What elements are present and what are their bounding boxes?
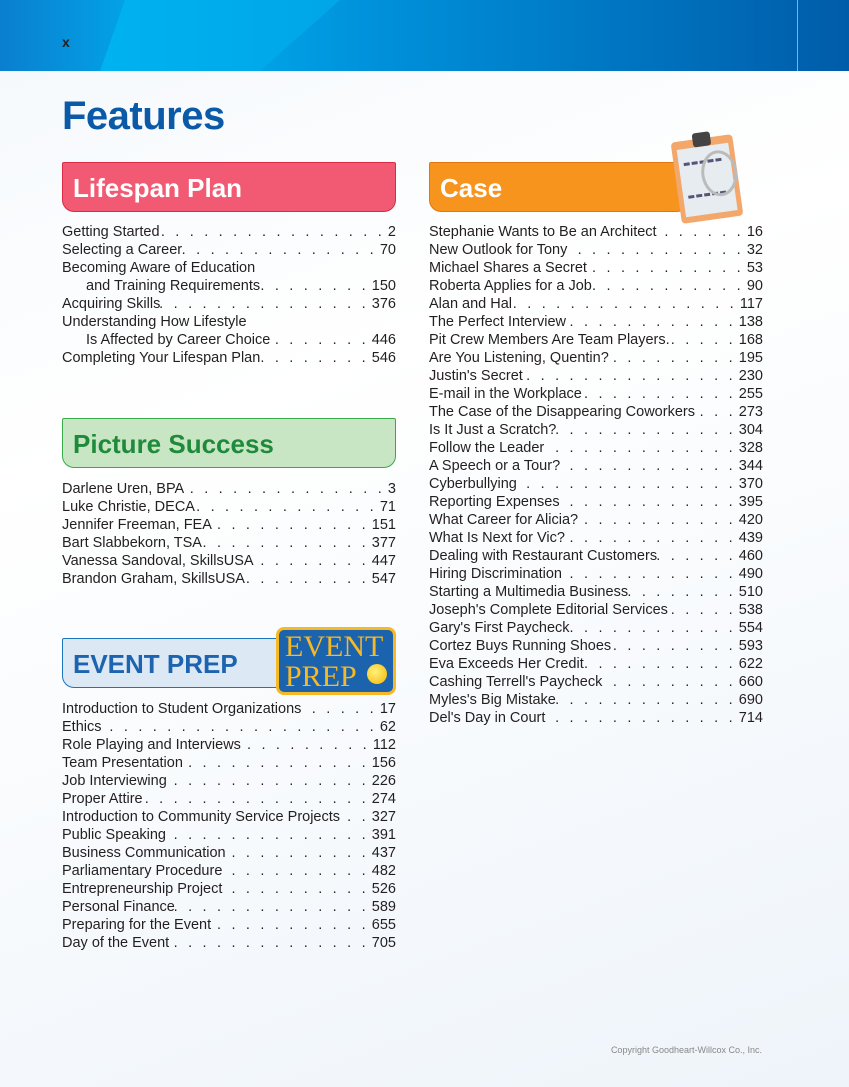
entry-title: Bart Slabbekorn, TSA xyxy=(62,535,202,551)
entry-page: 304 xyxy=(738,422,763,438)
entry-page: 32 xyxy=(746,242,763,258)
toc-entry[interactable] xyxy=(62,826,396,844)
entry-page: 395 xyxy=(738,494,763,510)
entry-page: 446 xyxy=(371,332,396,348)
entry-page: 490 xyxy=(738,566,763,582)
page-number: x xyxy=(62,34,70,50)
event-heading-text: EVENT PREP xyxy=(73,649,238,679)
entry-title: Starting a Multimedia Business xyxy=(429,584,629,600)
entry-title: Acquiring Skills xyxy=(62,296,161,312)
entry-page: 328 xyxy=(738,440,763,456)
toc-entry[interactable] xyxy=(62,349,396,367)
toc-entry[interactable] xyxy=(429,403,763,421)
event-prep-heading xyxy=(62,638,292,688)
entry-page: 510 xyxy=(738,584,763,600)
toc-entry[interactable] xyxy=(62,754,396,772)
entry-title: Role Playing and Interviews xyxy=(62,737,241,753)
entry-title: Brandon Graham, SkillsUSA xyxy=(62,571,245,587)
dot-leader xyxy=(560,493,736,511)
sun-icon xyxy=(367,664,387,684)
case-list xyxy=(429,223,763,727)
dot-leader xyxy=(587,259,744,277)
logo-word-prep: PREP xyxy=(285,660,357,693)
lifespan-plan-list xyxy=(62,223,396,367)
entry-title: Public Speaking xyxy=(62,827,166,843)
dot-leader xyxy=(517,475,736,493)
toc-entry[interactable] xyxy=(62,552,396,570)
entry-page: 705 xyxy=(371,935,396,951)
dot-leader xyxy=(301,700,376,718)
dot-leader xyxy=(222,880,368,898)
toc-entry[interactable] xyxy=(429,547,763,565)
entry-title: Eva Exceeds Her Credit xyxy=(429,656,584,672)
entry-page: 589 xyxy=(371,899,396,915)
entry-page: 420 xyxy=(738,512,763,528)
dot-leader xyxy=(167,772,369,790)
toc-entry[interactable] xyxy=(62,277,396,295)
toc-entry[interactable] xyxy=(429,439,763,457)
entry-title-line: Understanding How Lifestyle xyxy=(62,314,247,330)
entry-page: 138 xyxy=(738,314,763,330)
dot-leader xyxy=(254,552,369,570)
dot-leader xyxy=(556,421,735,439)
toc-entry[interactable] xyxy=(429,529,763,547)
entry-page: 71 xyxy=(379,499,396,515)
toc-entry[interactable] xyxy=(429,421,763,439)
entry-page: 547 xyxy=(371,571,396,587)
entry-page: 344 xyxy=(738,458,763,474)
toc-entry[interactable] xyxy=(62,331,396,349)
entry-page: 2 xyxy=(387,224,396,240)
toc-entry[interactable] xyxy=(62,934,396,952)
entry-title: Parliamentary Procedure xyxy=(62,863,223,879)
entry-page: 714 xyxy=(738,710,763,726)
dot-leader xyxy=(657,223,744,241)
entry-page: 391 xyxy=(371,827,396,843)
lifespan-plan-heading xyxy=(62,162,396,212)
toc-entry[interactable] xyxy=(429,241,763,259)
toc-entry[interactable] xyxy=(62,295,396,313)
entry-title: Vanessa Sandoval, SkillsUSA xyxy=(62,553,254,569)
toc-entry[interactable] xyxy=(429,313,763,331)
toc-entry[interactable] xyxy=(429,691,763,709)
picture-success-list xyxy=(62,480,396,588)
entry-title: Selecting a Career xyxy=(62,242,183,258)
toc-entry[interactable] xyxy=(62,790,396,808)
dot-leader xyxy=(668,601,736,619)
entry-title: Myles's Big Mistake xyxy=(429,692,556,708)
toc-entry[interactable] xyxy=(62,223,396,241)
entry-title: Personal Finance xyxy=(62,899,175,915)
toc-entry[interactable] xyxy=(429,709,763,727)
toc-entry[interactable] xyxy=(62,241,396,259)
entry-title: Gary's First Paycheck xyxy=(429,620,570,636)
entry-title: Cashing Terrell's Paycheck xyxy=(429,674,603,690)
dot-leader xyxy=(602,673,735,691)
entry-title: Are You Listening, Quentin? xyxy=(429,350,609,366)
dot-leader xyxy=(211,916,369,934)
dot-leader xyxy=(183,754,369,772)
dot-leader xyxy=(628,583,736,601)
entry-page: 376 xyxy=(371,296,396,312)
case-heading xyxy=(429,162,689,212)
entry-title: Job Interviewing xyxy=(62,773,167,789)
picture-success-heading xyxy=(62,418,396,468)
dot-leader xyxy=(175,898,369,916)
entry-title: Preparing for the Event xyxy=(62,917,212,933)
dot-leader xyxy=(241,736,370,754)
dot-leader xyxy=(195,498,377,516)
entry-title: Cortez Buys Running Shoes xyxy=(429,638,612,654)
entry-title: The Perfect Interview xyxy=(429,314,566,330)
dot-leader xyxy=(260,349,368,367)
toc-entry[interactable] xyxy=(429,673,763,691)
dot-leader xyxy=(584,655,736,673)
entry-page: 90 xyxy=(746,278,763,294)
entry-page: 112 xyxy=(372,737,396,753)
entry-title: The Case of the Disappearing Coworkers xyxy=(429,404,695,420)
entry-title: and Training Requirements xyxy=(86,278,261,294)
dot-leader xyxy=(512,295,737,313)
toc-entry[interactable] xyxy=(62,862,396,880)
entry-page: 156 xyxy=(371,755,396,771)
toc-entry[interactable] xyxy=(62,916,396,934)
toc-entry[interactable] xyxy=(62,844,396,862)
toc-entry[interactable] xyxy=(429,367,763,385)
toc-entry[interactable] xyxy=(429,475,763,493)
toc-entry[interactable] xyxy=(429,277,763,295)
dot-leader xyxy=(570,619,736,637)
entry-page: 554 xyxy=(738,620,763,636)
dot-leader xyxy=(545,709,735,727)
dot-leader xyxy=(562,565,736,583)
entry-title: Luke Christie, DECA xyxy=(62,499,195,515)
dot-leader xyxy=(657,547,736,565)
dot-leader xyxy=(523,367,736,385)
entry-title: A Speech or a Tour? xyxy=(429,458,561,474)
picture-heading-text: Picture Success xyxy=(73,429,274,459)
entry-title: Jennifer Freeman, FEA xyxy=(62,517,212,533)
entry-page: 622 xyxy=(738,656,763,672)
entry-page: 117 xyxy=(739,296,763,312)
entry-title: Roberta Applies for a Job xyxy=(429,278,592,294)
dot-leader xyxy=(226,844,369,862)
entry-title: Team Presentation xyxy=(62,755,183,771)
entry-title: Entrepreneurship Project xyxy=(62,881,223,897)
entry-page: 274 xyxy=(371,791,396,807)
dot-leader xyxy=(160,295,368,313)
entry-page: 482 xyxy=(371,863,396,879)
lifespan-heading-text: Lifespan Plan xyxy=(73,173,243,203)
entry-title: Stephanie Wants to Be an Architect xyxy=(429,224,657,240)
dot-leader xyxy=(609,349,736,367)
toc-entry[interactable] xyxy=(429,655,763,673)
banner-stripe xyxy=(100,0,500,71)
entry-page: 17 xyxy=(379,701,396,717)
event-prep-logo xyxy=(276,627,396,695)
entry-page: 593 xyxy=(738,638,763,654)
dot-leader xyxy=(182,241,377,259)
dot-leader xyxy=(670,331,736,349)
entry-title: Ethics xyxy=(62,719,102,735)
toc-entry[interactable] xyxy=(429,385,763,403)
toc-entry[interactable] xyxy=(62,718,396,736)
toc-entry[interactable] xyxy=(429,511,763,529)
entry-title-line: Becoming Aware of Education xyxy=(62,260,256,276)
header-banner xyxy=(0,0,849,71)
toc-entry[interactable] xyxy=(429,457,763,475)
entry-page: 53 xyxy=(746,260,763,276)
toc-entry[interactable] xyxy=(429,493,763,511)
toc-entry[interactable] xyxy=(429,349,763,367)
entry-title: E-mail in the Workplace xyxy=(429,386,582,402)
clipboard-magnifier-icon xyxy=(671,134,744,224)
entry-page: 439 xyxy=(738,530,763,546)
entry-title: Alan and Hal xyxy=(429,296,513,312)
toc-entry[interactable] xyxy=(62,516,396,534)
dot-leader xyxy=(592,277,744,295)
dot-leader xyxy=(578,511,736,529)
dot-leader xyxy=(169,934,369,952)
entry-page: 538 xyxy=(738,602,763,618)
entry-title: Dealing with Restaurant Customers xyxy=(429,548,658,564)
entry-page: 447 xyxy=(371,553,396,569)
entry-title: Getting Started xyxy=(62,224,160,240)
banner-divider xyxy=(797,0,798,71)
entry-title: Day of the Event xyxy=(62,935,170,951)
entry-title: Follow the Leader xyxy=(429,440,545,456)
toc-entry[interactable] xyxy=(62,736,396,754)
entry-title: Is Affected by Career Choice xyxy=(86,332,271,348)
entry-page: 327 xyxy=(371,809,396,825)
dot-leader xyxy=(184,480,385,498)
entry-page: 273 xyxy=(738,404,763,420)
dot-leader xyxy=(222,862,368,880)
dot-leader xyxy=(695,403,736,421)
logo-word-event: EVENT xyxy=(285,630,384,663)
toc-entry[interactable] xyxy=(62,570,396,588)
entry-page: 460 xyxy=(738,548,763,564)
dot-leader xyxy=(340,808,369,826)
entry-page: 255 xyxy=(738,386,763,402)
entry-title: What Career for Alicia? xyxy=(429,512,579,528)
toc-entry[interactable] xyxy=(429,295,763,313)
entry-page: 370 xyxy=(738,476,763,492)
entry-page: 377 xyxy=(371,535,396,551)
dot-leader xyxy=(102,718,377,736)
toc-entry[interactable] xyxy=(62,700,396,718)
entry-page: 16 xyxy=(746,224,763,240)
entry-page: 437 xyxy=(371,845,396,861)
toc-entry[interactable] xyxy=(429,565,763,583)
dot-leader xyxy=(245,570,369,588)
entry-page: 62 xyxy=(379,719,396,735)
toc-entry[interactable] xyxy=(429,331,763,349)
entry-page: 230 xyxy=(738,368,763,384)
entry-title: Introduction to Community Service Projects xyxy=(62,809,341,825)
dot-leader xyxy=(560,457,736,475)
toc-entry[interactable] xyxy=(429,259,763,277)
entry-title: Michael Shares a Secret xyxy=(429,260,587,276)
dot-leader xyxy=(260,277,369,295)
entry-page: 3 xyxy=(387,481,396,497)
entry-title: Pit Crew Members Are Team Players. xyxy=(429,332,670,348)
dot-leader xyxy=(565,529,736,547)
entry-page: 660 xyxy=(738,674,763,690)
entry-page: 151 xyxy=(371,517,396,533)
entry-title: What Is Next for Vic? xyxy=(429,530,565,546)
dot-leader xyxy=(166,826,369,844)
entry-page: 655 xyxy=(371,917,396,933)
toc-entry[interactable] xyxy=(429,601,763,619)
entry-title: Justin's Secret xyxy=(429,368,523,384)
entry-page: 168 xyxy=(738,332,763,348)
entry-title: Joseph's Complete Editorial Services xyxy=(429,602,668,618)
entry-title: Del's Day in Court xyxy=(429,710,546,726)
dot-leader xyxy=(160,223,385,241)
dot-leader xyxy=(270,331,368,349)
page-title: Features xyxy=(62,94,225,138)
entry-page: 226 xyxy=(371,773,396,789)
toc-entry[interactable] xyxy=(62,772,396,790)
dot-leader xyxy=(611,637,736,655)
dot-leader xyxy=(567,241,744,259)
dot-leader xyxy=(544,439,736,457)
case-heading-text: Case xyxy=(440,173,503,203)
dot-leader xyxy=(566,313,736,331)
dot-leader xyxy=(582,385,736,403)
toc-entry[interactable] xyxy=(62,480,396,498)
entry-title: Proper Attire xyxy=(62,791,143,807)
entry-title: Reporting Expenses xyxy=(429,494,560,510)
toc-entry[interactable] xyxy=(62,880,396,898)
entry-title: Darlene Uren, BPA xyxy=(62,481,185,497)
entry-title: Hiring Discrimination xyxy=(429,566,562,582)
entry-title: Completing Your Lifespan Plan xyxy=(62,350,261,366)
toc-entry[interactable] xyxy=(429,583,763,601)
toc-entry[interactable] xyxy=(429,619,763,637)
entry-page: 546 xyxy=(371,350,396,366)
entry-title: Is It Just a Scratch? xyxy=(429,422,557,438)
entry-title: New Outlook for Tony xyxy=(429,242,568,258)
entry-page: 70 xyxy=(379,242,396,258)
dot-leader xyxy=(202,534,369,552)
dot-leader xyxy=(143,790,369,808)
toc-entry[interactable] xyxy=(62,898,396,916)
toc-entry[interactable] xyxy=(429,223,763,241)
copyright: Copyright Goodheart-Willcox Co., Inc. xyxy=(610,1045,762,1055)
entry-title: Introduction to Student Organizations xyxy=(62,701,302,717)
entry-page: 526 xyxy=(371,881,396,897)
toc-entry[interactable] xyxy=(62,534,396,552)
entry-page: 195 xyxy=(738,350,763,366)
toc-entry[interactable] xyxy=(62,808,396,826)
entry-page: 690 xyxy=(738,692,763,708)
dot-leader xyxy=(212,516,369,534)
entry-page: 150 xyxy=(371,278,396,294)
event-prep-list xyxy=(62,700,396,952)
entry-title: Cyberbullying xyxy=(429,476,517,492)
dot-leader xyxy=(556,691,736,709)
toc-entry[interactable] xyxy=(429,637,763,655)
toc-entry[interactable] xyxy=(62,498,396,516)
entry-title: Business Communication xyxy=(62,845,226,861)
